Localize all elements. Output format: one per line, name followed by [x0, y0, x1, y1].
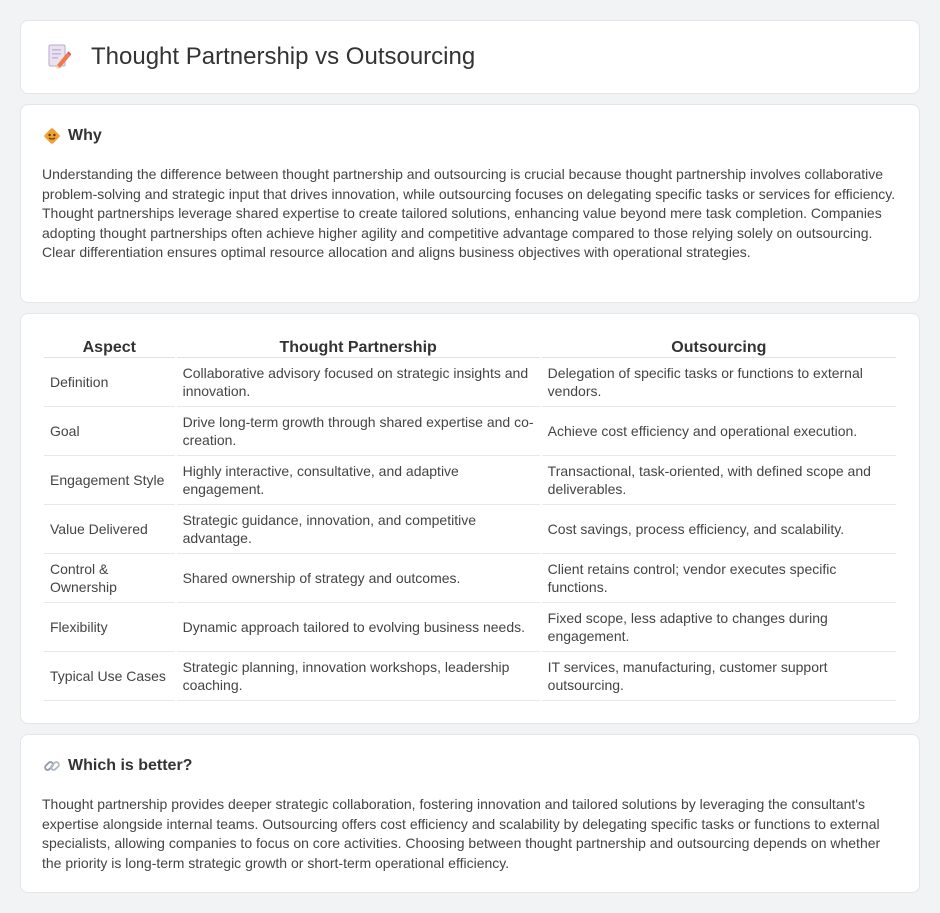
outsourcing-cell: Fixed scope, less adaptive to changes during engagement.	[542, 603, 896, 652]
outsourcing-cell: Cost savings, process efficiency, and scalability.	[542, 505, 896, 554]
outsourcing-cell: Delegation of specific tasks or functions to external vendors.	[542, 358, 896, 407]
table-row	[44, 652, 896, 701]
aspect-cell: Goal	[44, 407, 175, 456]
link-icon	[43, 757, 61, 775]
comparison-card	[20, 313, 920, 724]
aspect-cell: Flexibility	[44, 603, 175, 652]
outsourcing-cell: IT services, manufacturing, customer support outsourcing.	[542, 652, 896, 701]
which-better-title: Which is better?	[68, 757, 193, 774]
table-row	[44, 456, 896, 505]
which-better-text: Thought partnership provides deeper strategic collaboration, fostering innovation and tailored solutions by leveraging the consultant's expertise alongside internal teams. Outsourcing offers cost efficiency and scalability by delegating specific tasks or functions to external specialists, allowing companies to focus on core activities. Choosing between thought partnership and outsourcing depends on whether the priority is long-term strategic growth or short-term operational efficiency.	[42, 796, 881, 871]
aspect-cell: Control & Ownership	[44, 554, 175, 603]
why-card	[20, 104, 920, 303]
aspect-cell: Engagement Style	[44, 456, 175, 505]
thought-partnership-cell: Drive long-term growth through shared expertise and co-creation.	[177, 407, 540, 456]
table-row	[44, 407, 896, 456]
table-header-row	[44, 336, 896, 358]
which-better-card	[20, 734, 920, 893]
why-title: Why	[68, 127, 102, 144]
aspect-cell: Typical Use Cases	[44, 652, 175, 701]
thought-partnership-cell: Dynamic approach tailored to evolving business needs.	[177, 603, 540, 652]
table-row	[44, 603, 896, 652]
header-outsourcing: Outsourcing	[542, 336, 896, 358]
outsourcing-cell: Achieve cost efficiency and operational execution.	[542, 407, 896, 456]
outsourcing-cell: Client retains control; vendor executes specific functions.	[542, 554, 896, 603]
thought-partnership-cell: Strategic guidance, innovation, and competitive advantage.	[177, 505, 540, 554]
header-aspect: Aspect	[44, 336, 175, 358]
why-heading	[43, 127, 102, 145]
thought-partnership-cell: Shared ownership of strategy and outcomes.	[177, 554, 540, 603]
document-pencil-icon	[47, 44, 71, 70]
table-row	[44, 358, 896, 407]
thought-partnership-cell: Highly interactive, consultative, and adaptive engagement.	[177, 456, 540, 505]
thought-partnership-cell: Strategic planning, innovation workshops, leadership coaching.	[177, 652, 540, 701]
header-thought-partnership: Thought Partnership	[177, 336, 540, 358]
outsourcing-cell: Transactional, task-oriented, with defined scope and deliverables.	[542, 456, 896, 505]
thought-partnership-cell: Collaborative advisory focused on strategic insights and innovation.	[177, 358, 540, 407]
why-text: Understanding the difference between thought partnership and outsourcing is crucial because thought partnership involves collaborative problem-solving and strategic input that drives innovation, while outsourcing focuses on delegating specific tasks or services for efficiency. Thought partnerships leverage shared expertise to create tailored solutions, enhancing value beyond mere task completion. Companies adopting thought partnerships often achieve higher agility and competitive advantage compared to those relying solely on outsourcing. Clear differentiation ensures optimal resource allocation and aligns business objectives with operational strategies.	[42, 166, 896, 260]
which-better-heading	[43, 757, 192, 775]
diamond-sign-icon	[43, 127, 61, 145]
header-card	[20, 20, 920, 94]
aspect-cell: Value Delivered	[44, 505, 175, 554]
table-row	[44, 554, 896, 603]
comparison-table	[42, 336, 898, 701]
page-title: Thought Partnership vs Outsourcing	[91, 43, 476, 70]
table-row	[44, 505, 896, 554]
aspect-cell: Definition	[44, 358, 175, 407]
